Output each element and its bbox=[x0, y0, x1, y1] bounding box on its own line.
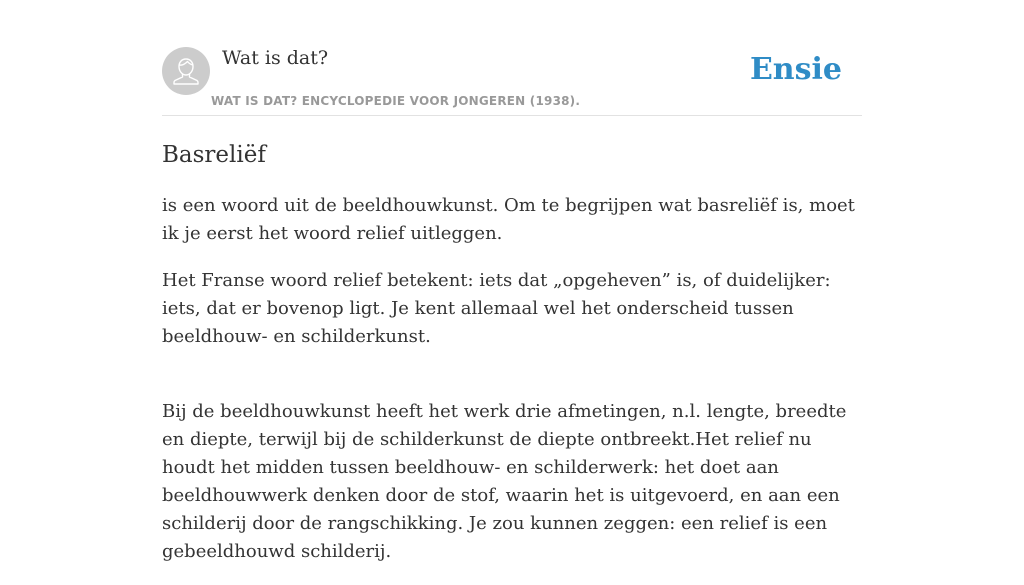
paragraph-spacer bbox=[162, 370, 862, 398]
source-header bbox=[162, 0, 862, 116]
avatar[interactable] bbox=[162, 47, 210, 95]
brand-logo[interactable]: Ensie bbox=[749, 52, 842, 87]
article-paragraph: is een woord uit de beeldhouwkunst. Om te begrijpen wat basreliëf is, moet ik je eerst het woord relief uitleggen. bbox=[162, 195, 855, 244]
source-subtitle[interactable]: WAT IS DAT? ENCYCLOPEDIE VOOR JONGEREN (1938). bbox=[211, 94, 581, 108]
source-title[interactable]: Wat is dat? bbox=[222, 47, 329, 69]
user-silhouette-icon bbox=[162, 47, 210, 95]
article-paragraph: Bij de beeldhouwkunst heeft het werk drie afmetingen, n.l. lengte, breedte en diepte, terwijl bij de schilderkunst de diepte ontbreekt.Het relief nu houdt het midden tussen beeldhouw- en schilderwerk: het doet aan beeldhouwwerk denken door de stof, waarin het is uitgevoerd, en aan een schilderij door de rangschikking. Je zou kunnen zeggen: een relief is een gebeeldhouwd schilderij. bbox=[162, 401, 847, 562]
article-body bbox=[162, 192, 862, 585]
page bbox=[162, 0, 862, 562]
article-title: Basreliëf bbox=[162, 142, 266, 168]
article-paragraph: Het Franse woord relief betekent: iets dat „opgeheven” is, of duidelijker: iets, dat er bovenop ligt. Je kent allemaal wel het onderscheid tussen beeldhouw- en schilderkunst. bbox=[162, 270, 831, 347]
